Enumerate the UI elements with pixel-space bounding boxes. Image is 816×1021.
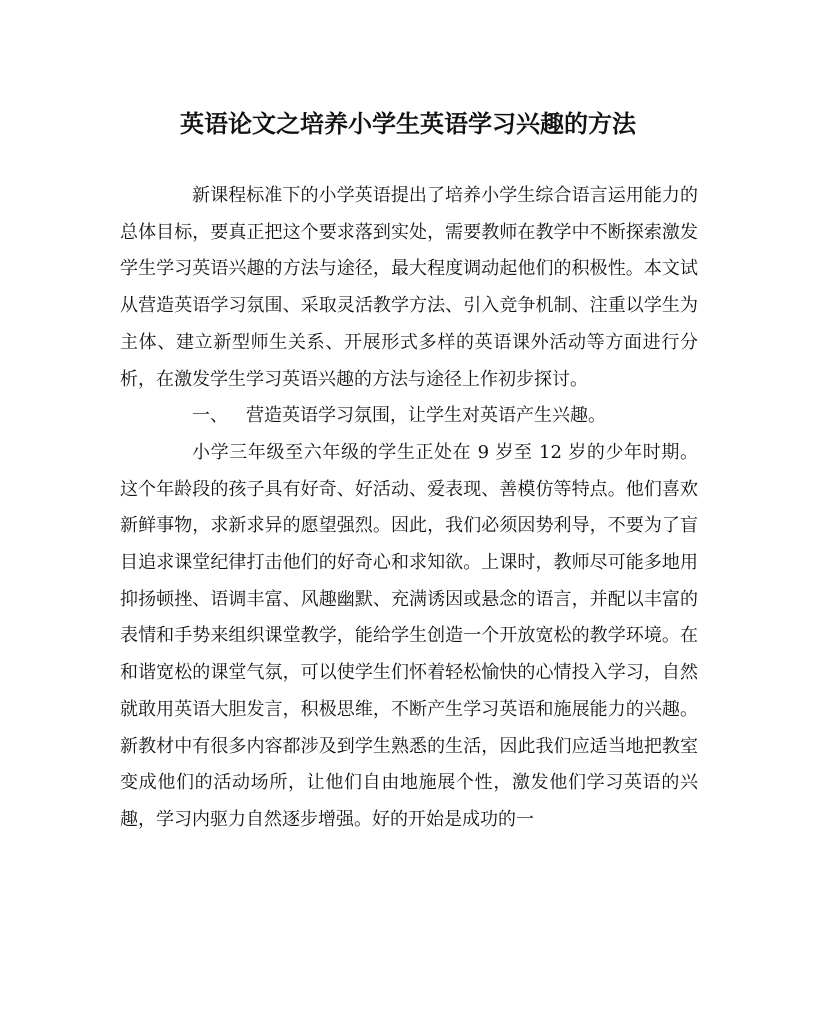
- section-number: 一、: [192, 405, 228, 427]
- section-paragraph: 小学三年级至六年级的学生正处在 9 岁至 12 岁的少年时期。这个年龄段的孩子具有好奇、好活动、爱表现、善模仿等特点。他们喜欢新鲜事物，求新求异的愿望强烈。因此，我们必须因势利导，不要为了盲目追求课堂纪律打击他们的好奇心和求知欲。上课时，教师尽可能多地用抑扬顿挫、语调丰富、风趣幽默、充满诱因或悬念的语言，并配以丰富的表情和手势来组织课堂教学，能给学生创造一个开放宽松的教学环境。在和谐宽松的课堂气氛，可以使学生们怀着轻松愉快的心情投入学习，自然就敢用英语大胆发言，积极思维，不断产生学习英语和施展能力的兴趣。新教材中有很多内容都涉及到学生熟悉的生活，因此我们应适当地把教室变成他们的活动场所，让他们自由地施展个性，激发他们学习英语的兴趣，学习内驱力自然逐步增强。好的开始是成功的一: [120, 441, 698, 830]
- document-body: [120, 178, 698, 839]
- section-heading-text: 营造英语学习氛围，让学生对英语产生兴趣。: [246, 405, 606, 427]
- section-heading: [120, 398, 698, 435]
- document-title: 英语论文之培养小学生英语学习兴趣的方法: [180, 109, 636, 138]
- intro-paragraph: 新课程标准下的小学英语提出了培养小学生综合语言运用能力的总体目标，要真正把这个要求落到实处，需要教师在教学中不断探索激发学生学习英语兴趣的方法与途径，最大程度调动起他们的积极性。本文试从营造英语学习氛围、采取灵活教学方法、引入竞争机制、注重以学生为主体、建立新型师生关系、开展形式多样的英语课外活动等方面进行分析，在激发学生学习英语兴趣的方法与途径上作初步探讨。: [120, 185, 698, 390]
